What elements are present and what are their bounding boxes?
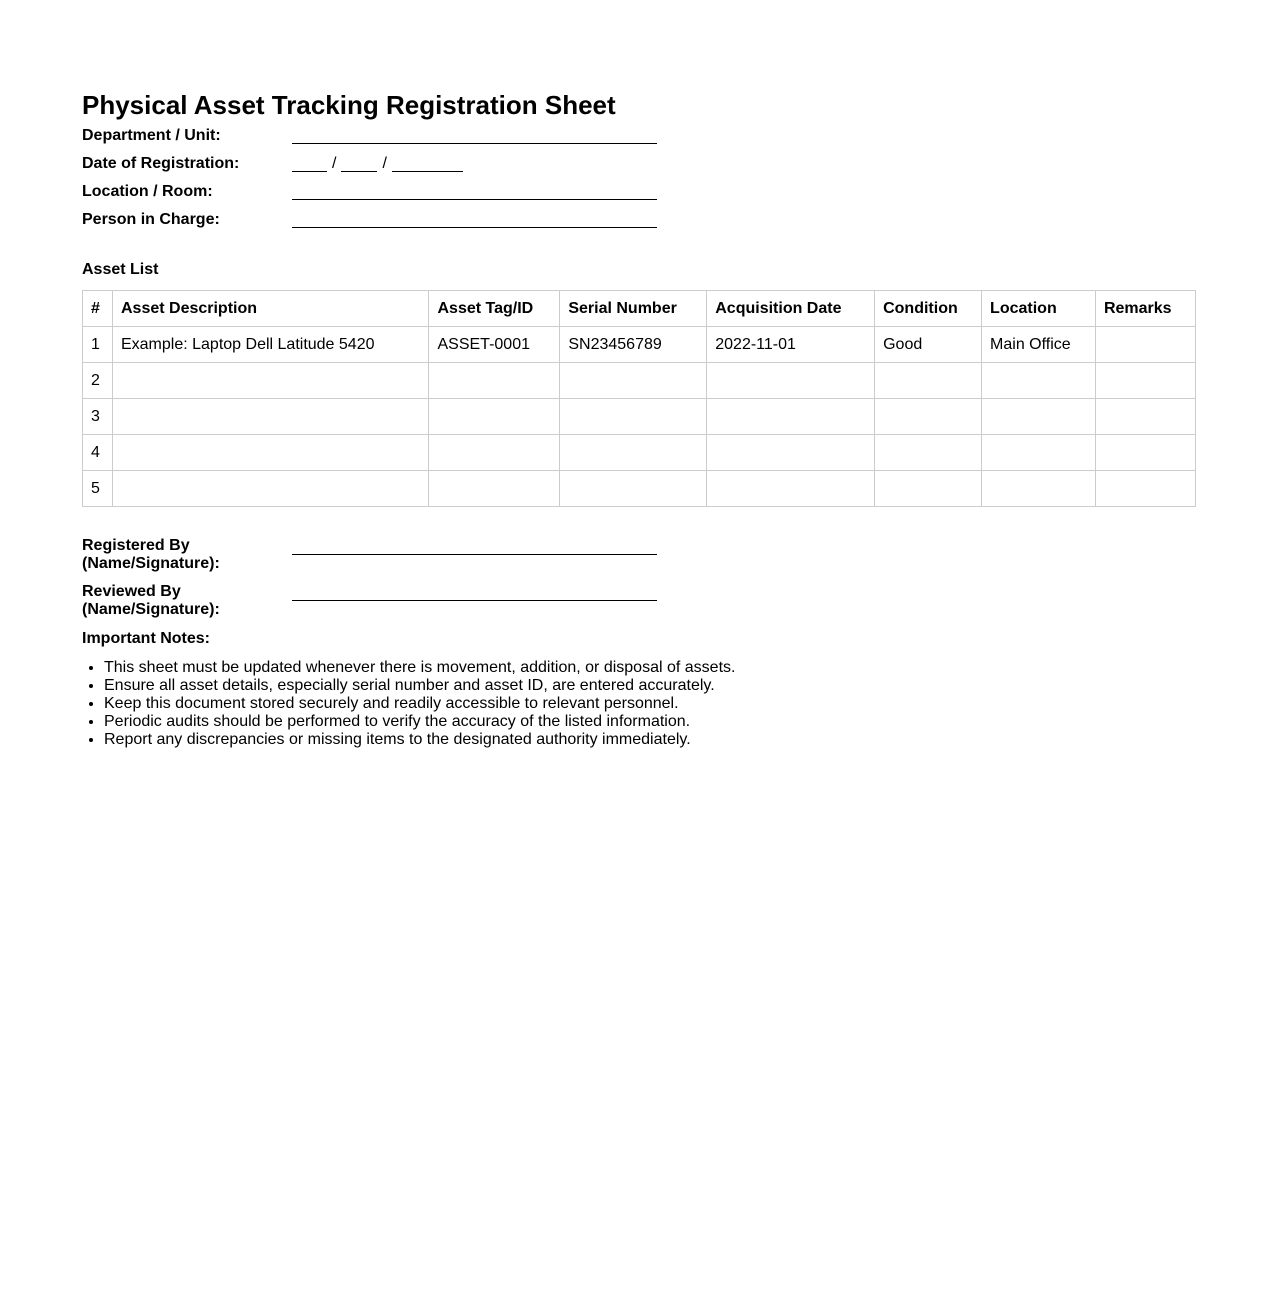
registered-by-label-line1: Registered By [82, 537, 190, 554]
asset-tag-cell[interactable] [429, 435, 560, 471]
asset-tag-cell[interactable] [429, 363, 560, 399]
column-header: Condition [875, 291, 982, 327]
serial-number-cell[interactable] [560, 363, 707, 399]
date-day-line[interactable] [292, 151, 327, 172]
row-number-cell: 1 [83, 327, 113, 363]
condition-cell[interactable] [875, 471, 982, 507]
location-cell[interactable] [982, 399, 1096, 435]
row-number-cell: 2 [83, 363, 113, 399]
serial-number-cell[interactable] [560, 399, 707, 435]
serial-number-cell[interactable] [560, 471, 707, 507]
column-header: Asset Tag/ID [429, 291, 560, 327]
document-page [82, 88, 1196, 749]
registered-by-signature-line[interactable] [292, 537, 657, 555]
signature-block [82, 537, 1196, 629]
location-cell[interactable] [982, 363, 1096, 399]
table-header-row [83, 291, 1196, 327]
column-header: Asset Description [112, 291, 429, 327]
condition-cell[interactable] [875, 363, 982, 399]
location-input-line[interactable] [292, 179, 657, 200]
reviewed-by-signature-line[interactable] [292, 583, 657, 601]
column-header: Location [982, 291, 1096, 327]
column-header: Acquisition Date [707, 291, 875, 327]
date-separator: / [382, 155, 387, 172]
registered-by-field [82, 537, 1196, 583]
person-in-charge-input-line[interactable] [292, 207, 657, 228]
location-cell[interactable]: Main Office [982, 327, 1096, 363]
column-header: # [83, 291, 113, 327]
remarks-cell[interactable] [1095, 363, 1195, 399]
asset-table [82, 290, 1196, 507]
table-row [83, 327, 1196, 363]
registered-by-label-line2: (Name/Signature): [82, 555, 220, 572]
list-item: • Periodic audits should be performed to verify the accuracy of the listed information. [104, 713, 1196, 731]
registered-by-label [82, 537, 292, 573]
date-month-line[interactable] [341, 151, 377, 172]
serial-number-cell[interactable] [560, 435, 707, 471]
date-year-line[interactable] [392, 151, 463, 172]
location-cell[interactable] [982, 471, 1096, 507]
asset-tag-cell[interactable] [429, 471, 560, 507]
notes-title: Important Notes: [82, 630, 210, 647]
remarks-cell[interactable] [1095, 435, 1195, 471]
condition-cell[interactable] [875, 435, 982, 471]
reviewed-by-label [82, 583, 292, 619]
header-fields [82, 122, 1196, 234]
serial-number-cell[interactable]: SN23456789 [560, 327, 707, 363]
notes-list [82, 659, 1196, 749]
location-cell[interactable] [982, 435, 1096, 471]
condition-cell[interactable] [875, 399, 982, 435]
reviewed-by-field [82, 583, 1196, 629]
department-field [82, 122, 1196, 150]
table-row [83, 363, 1196, 399]
asset-list-title: Asset List [82, 261, 159, 278]
acquisition-date-cell[interactable] [707, 363, 875, 399]
acquisition-date-cell[interactable] [707, 399, 875, 435]
person-in-charge-field [82, 206, 1196, 234]
page-title: Physical Asset Tracking Registration Sheet [82, 90, 616, 120]
row-number-cell: 4 [83, 435, 113, 471]
date-label: Date of Registration: [82, 155, 240, 172]
department-label: Department / Unit: [82, 127, 221, 144]
date-field [82, 150, 1196, 178]
remarks-cell[interactable] [1095, 399, 1195, 435]
description-cell[interactable] [112, 471, 429, 507]
location-label: Location / Room: [82, 183, 213, 200]
column-header: Remarks [1095, 291, 1195, 327]
acquisition-date-cell[interactable] [707, 435, 875, 471]
row-number-cell: 3 [83, 399, 113, 435]
date-separator: / [332, 155, 337, 172]
list-item: • Ensure all asset details, especially serial number and asset ID, are entered accurately. [104, 677, 1196, 695]
column-header: Serial Number [560, 291, 707, 327]
description-cell[interactable] [112, 399, 429, 435]
asset-tag-cell[interactable]: ASSET-0001 [429, 327, 560, 363]
person-in-charge-label: Person in Charge: [82, 211, 220, 228]
remarks-cell[interactable] [1095, 327, 1195, 363]
description-cell[interactable] [112, 363, 429, 399]
list-item: • Keep this document stored securely and readily accessible to relevant personnel. [104, 695, 1196, 713]
row-number-cell: 5 [83, 471, 113, 507]
acquisition-date-cell[interactable] [707, 471, 875, 507]
table-row [83, 471, 1196, 507]
condition-cell[interactable]: Good [875, 327, 982, 363]
location-field [82, 178, 1196, 206]
reviewed-by-label-line1: Reviewed By [82, 583, 181, 600]
asset-tag-cell[interactable] [429, 399, 560, 435]
table-row [83, 399, 1196, 435]
table-row [83, 435, 1196, 471]
acquisition-date-cell[interactable]: 2022-11-01 [707, 327, 875, 363]
reviewed-by-label-line2: (Name/Signature): [82, 601, 220, 618]
date-input-group [292, 150, 463, 178]
list-item: • This sheet must be updated whenever there is movement, addition, or disposal of assets. [104, 659, 1196, 677]
list-item: • Report any discrepancies or missing items to the designated authority immediately. [104, 731, 1196, 749]
remarks-cell[interactable] [1095, 471, 1195, 507]
description-cell[interactable] [112, 435, 429, 471]
description-cell[interactable]: Example: Laptop Dell Latitude 5420 [112, 327, 429, 363]
department-input-line[interactable] [292, 123, 657, 144]
